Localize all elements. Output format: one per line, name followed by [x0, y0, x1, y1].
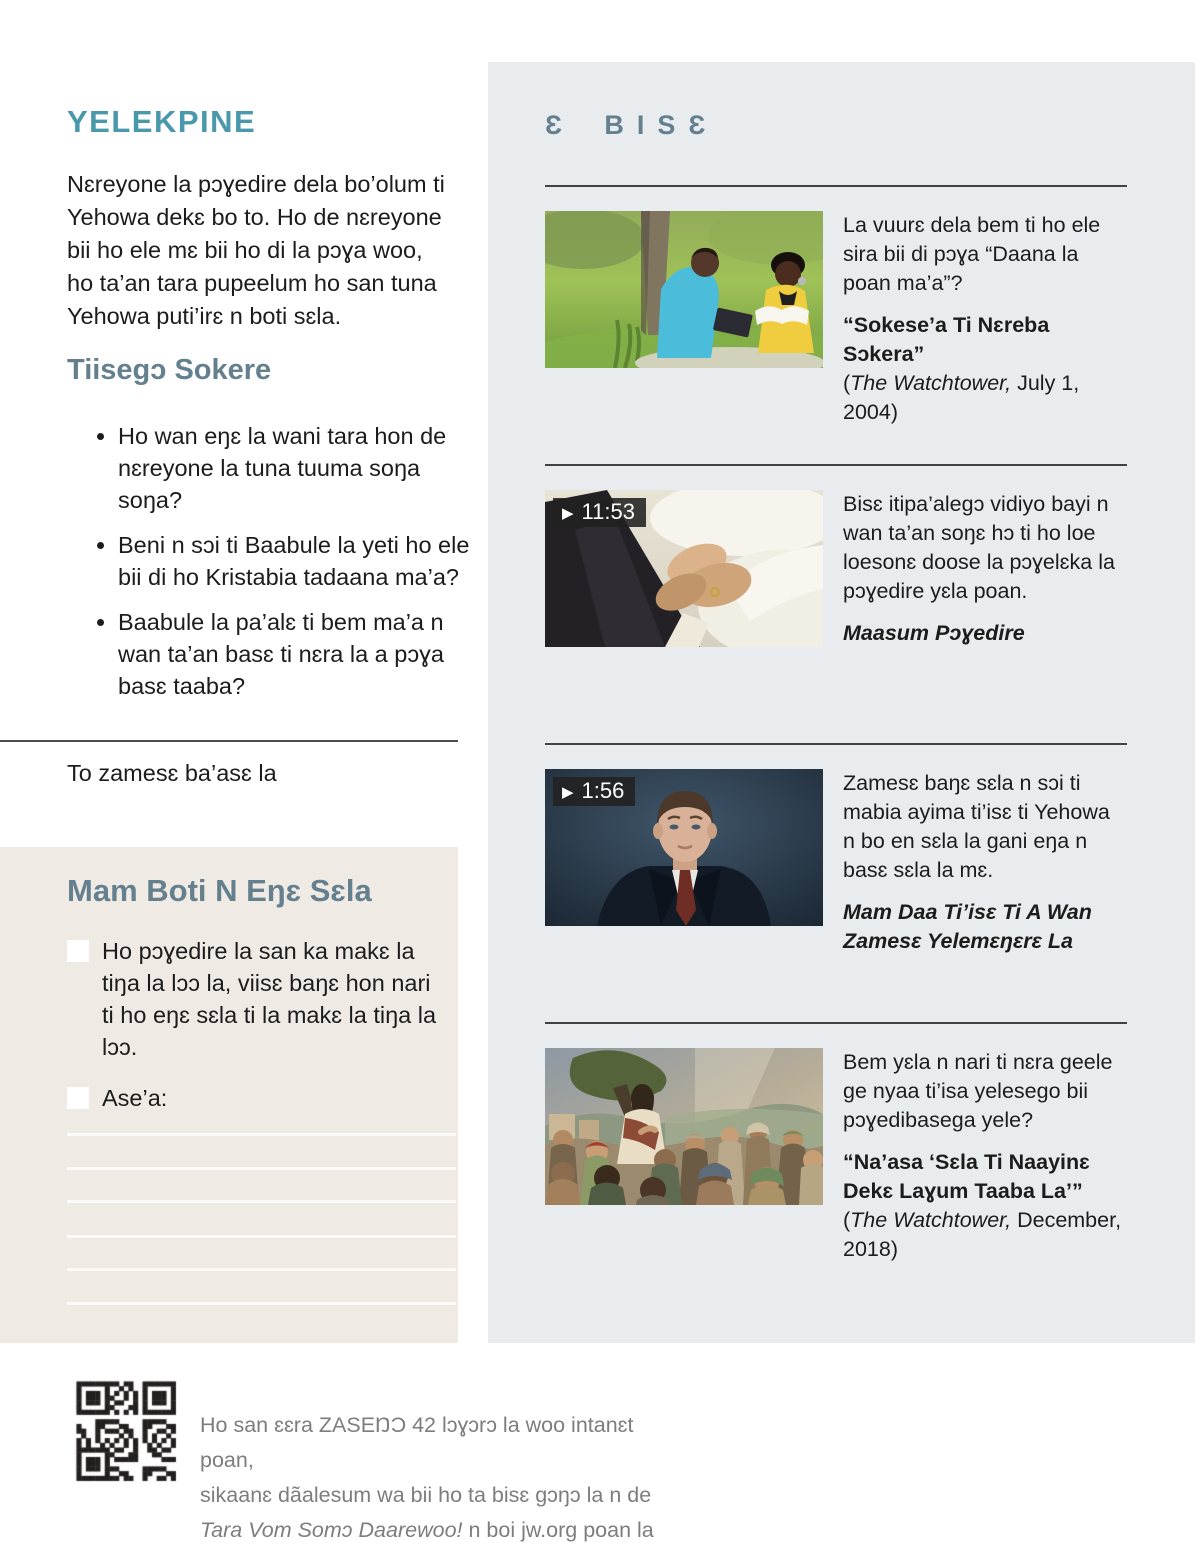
video-duration-badge — [553, 498, 646, 527]
media-item — [545, 743, 1127, 956]
checkbox[interactable] — [67, 940, 89, 962]
thumbnail-wedding-hands-video[interactable] — [545, 490, 823, 647]
videos-panel — [488, 62, 1195, 1343]
footer-line: Tara Vom Somɔ Daarewoo! n boi jw.org poan la — [200, 1518, 654, 1542]
media-item-description: Zamesɛ baŋɛ sɛla n sɔi ti mabia ayima ti’isɛ ti Yehowa n bo en sɛla la gani eŋa n basɛ sɛla la mɛ. — [843, 771, 1110, 882]
thumbnail-speaker-video[interactable] — [545, 769, 823, 926]
media-item-citation — [843, 898, 1127, 956]
goal-item — [67, 935, 439, 1063]
publication-title: “Sokese’a Ti Nɛreba Sɔkera” — [843, 313, 1050, 366]
question-item: • Ho wan eŋɛ la wani tara hon de nɛreyone la tuna tuuma soŋa soŋa? — [118, 420, 474, 516]
video-title: Mam Daa Ti’isɛ Ti A Wan Zamesɛ Yelemɛŋɛrɛ La — [843, 900, 1092, 953]
footer-line: Ho san ɛɛra ZASEŊƆ 42 lɔɣɔrɔ la woo intanɛt poan, — [200, 1413, 634, 1472]
media-item-description: La vuurɛ dela bem ti ho ele sira bii di pɔɣa “Daana la poan ma’a”? — [843, 213, 1101, 295]
media-item-citation: “Na’asa ‘Sɛla Ti Naayinɛ Dekɛ Laɣum Taaba La’” (The Watchtower, December, 2018) — [843, 1150, 1122, 1261]
goals-panel — [0, 847, 458, 1343]
writing-line — [67, 1167, 456, 1170]
qr-code — [67, 1372, 185, 1490]
videos-heading: Ɛ BISƐ — [545, 110, 719, 140]
intro-paragraph: Nɛreyone la pɔɣedire dela bo’olum ti Yehowa dekɛ bo to. Ho de nɛreyone bii ho ele mɛ bii ho di la pɔɣa woo, ho ta’an tara pupeelum ho san tuna Yehowa puti’irɛ n boti sɛla. — [67, 171, 445, 329]
thumbnail-couple-studying[interactable] — [545, 211, 823, 368]
goals-heading: Mam Boti N Eŋɛ Sɛla — [67, 873, 372, 908]
goal-label: Ase’a: — [102, 1085, 168, 1111]
writing-line — [67, 1302, 456, 1305]
writing-line — [67, 1268, 456, 1271]
question-list — [92, 420, 474, 715]
media-item-citation — [843, 619, 1127, 648]
media-item — [545, 185, 1127, 427]
play-icon: ▶ — [562, 783, 574, 801]
play-icon: ▶ — [562, 504, 574, 522]
questions-heading: Tiisegɔ Sokere — [67, 354, 272, 386]
writing-line — [67, 1200, 456, 1203]
goal-item — [67, 1082, 439, 1114]
publication-source: The Watchtower, — [850, 371, 1012, 395]
video-duration-badge — [553, 777, 635, 806]
video-duration: 11:53 — [581, 499, 635, 524]
publication-title: “Na’asa ‘Sɛla Ti Naayinɛ Dekɛ Laɣum Taaba La’” — [843, 1150, 1090, 1203]
goal-label: Ho pɔɣedire la san ka makɛ la tiŋa la lɔɔ la, viisɛ baŋɛ hon nari ti ho eŋɛ sɛla ti la makɛ la tiŋa la lɔɔ. — [102, 938, 437, 1060]
media-item-description: Bisɛ itipa’alegɔ vidiyo bayi n wan ta’an soŋɛ hɔ ti ho loe loesonɛ doose la pɔɣelɛka la pɔɣedire yɛla poan. — [843, 492, 1115, 603]
writing-line — [67, 1235, 456, 1238]
footer-note — [200, 1408, 680, 1548]
thumbnail-jesus-teaching-crowd[interactable] — [545, 1048, 823, 1205]
magazine-title: Tara Vom Somɔ Daarewoo! — [200, 1518, 463, 1542]
section-divider — [0, 740, 458, 742]
checkbox[interactable] — [67, 1087, 89, 1109]
media-item-description: Bem yɛla n nari ti nɛra geele ge nyaa ti’isa yelesego bii pɔɣedibasega yele? — [843, 1050, 1113, 1132]
question-item: • Baabule la pa’alɛ ti bem ma’a n wan ta’an basɛ ti nɛra la a pɔɣa basɛ taaba? — [118, 606, 474, 702]
footer-line: sikaanɛ dãalesum wa bii ho ta bisɛ gɔŋɔ la n de — [200, 1483, 652, 1507]
review-note: To zamesɛ ba’asɛ la — [67, 760, 277, 786]
writing-line — [67, 1133, 456, 1136]
media-item-citation: “Sokese’a Ti Nɛreba Sɔkera” (The Watchtower, July 1, 2004) — [843, 313, 1080, 424]
page-title: YELEKPINE — [67, 104, 257, 139]
media-item — [545, 1022, 1127, 1264]
publication-source: The Watchtower, — [850, 1208, 1012, 1232]
video-title: Maasum Pɔɣedire — [843, 621, 1025, 645]
question-item: • Beni n sɔi ti Baabule la yeti ho ele bii di ho Kristabia tadaana ma’a? — [118, 529, 474, 593]
media-item — [545, 464, 1127, 648]
video-duration: 1:56 — [581, 778, 625, 803]
